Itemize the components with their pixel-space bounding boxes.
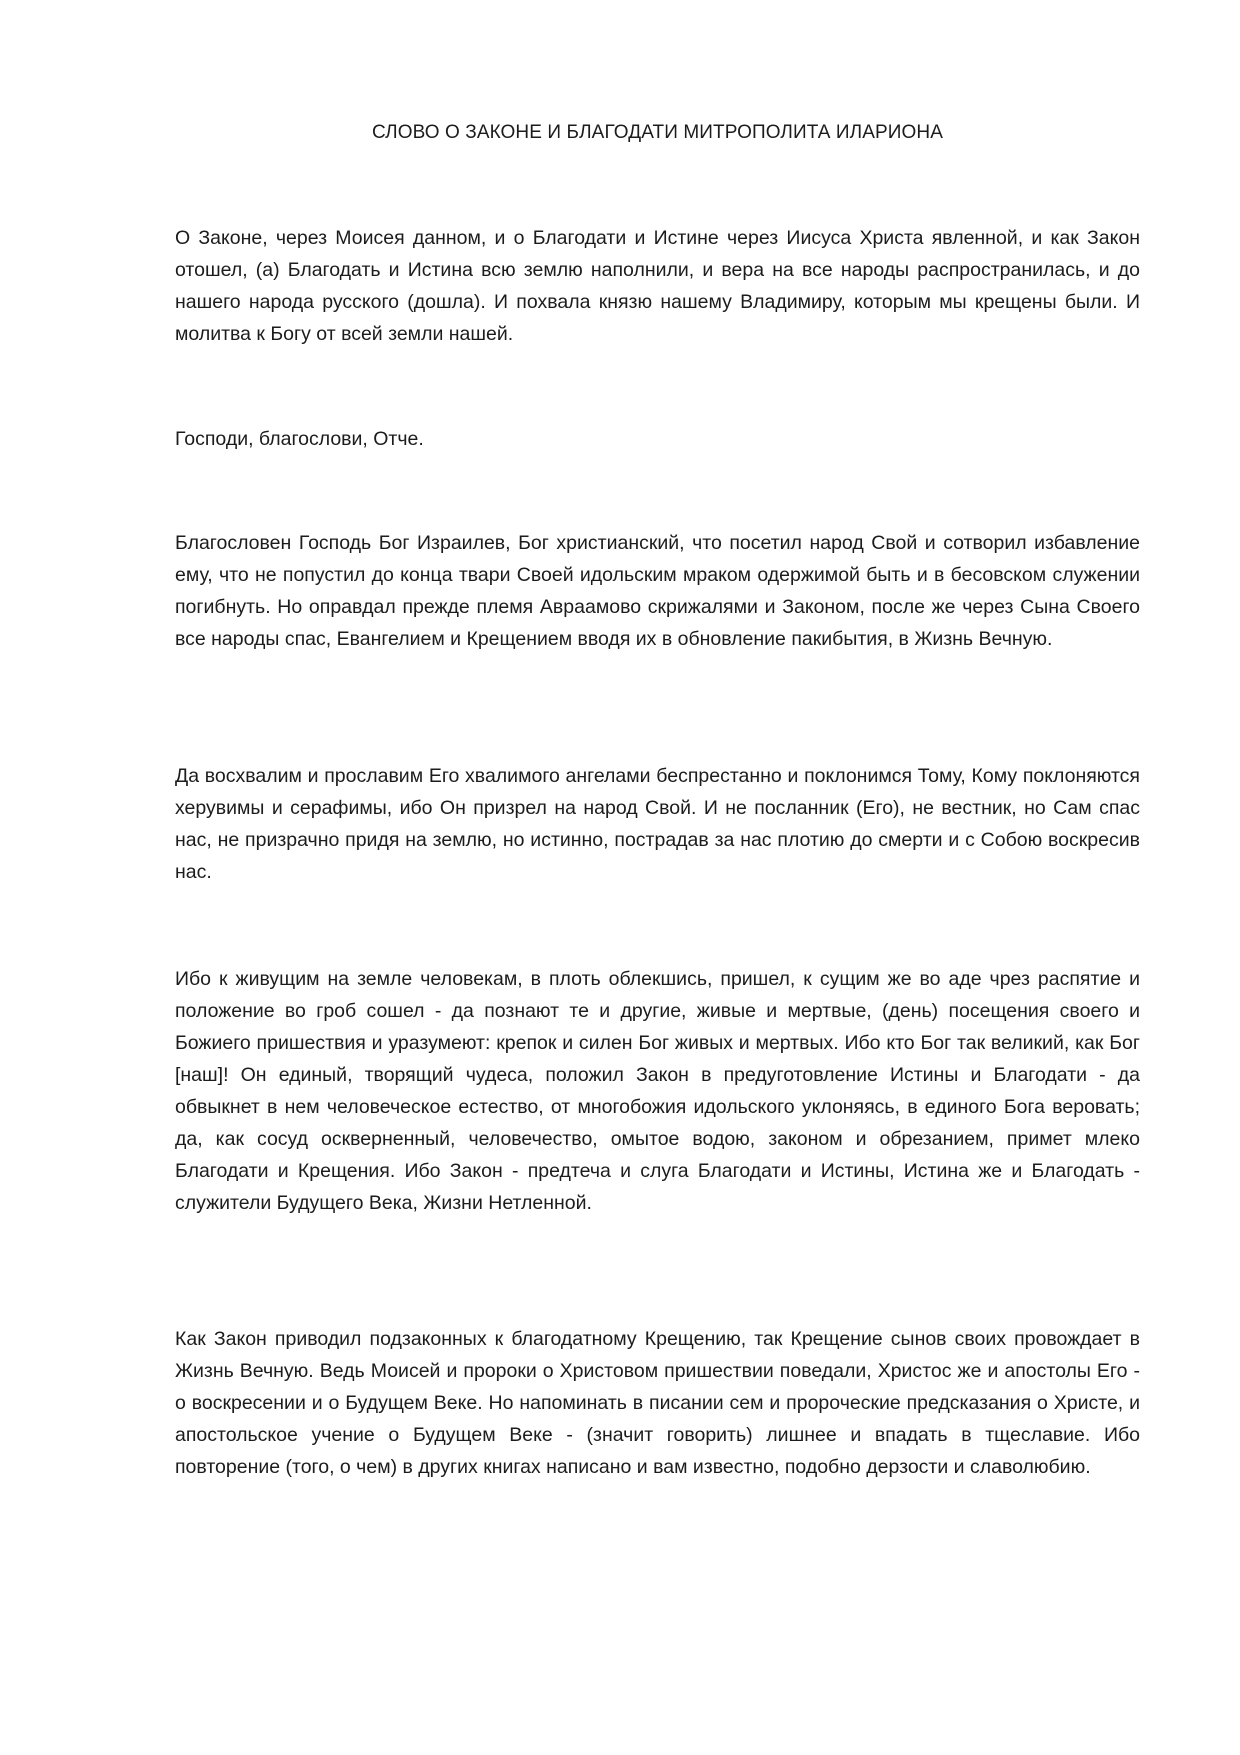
paragraph-blessing-request: Господи, благослови, Отче. xyxy=(175,428,424,450)
paragraph-preface: О Законе, через Моисея данном, и о Благодати и Истине через Иисуса Христа явленной, и как Закон отошел, (а) Благодать и Истина всю землю наполнили, и вера на все народы распространилась, и до нашего народа русского (дошла). И похвала князю нашему Владимиру, которым мы крещены были. И молитва к Богу от всей земли нашей. xyxy=(175,227,1140,345)
document-title: СЛОВО О ЗАКОНЕ И БЛАГОДАТИ МИТРОПОЛИТА ИЛАРИОНА xyxy=(371,122,944,143)
paragraph-law-and-baptism: Как Закон приводил подзаконных к благодатному Крещению, так Крещение сынов своих провождает в Жизнь Вечную. Ведь Моисей и пророки о Христовом пришествии поведали, Христос же и апостолы Его - о воскресении и о Будущем Веке. Но напоминать в писании сем и пророческие предсказания о Христе, и апостольское учение о Будущем Веке - (значит говорить) лишнее и впадать в тщеславие. Ибо повторение (того, о чем) в других книгах написано и вам известно, подобно дерзости и славолюбию. xyxy=(175,1328,1140,1478)
paragraph-incarnation: Ибо к живущим на земле человекам, в плоть облекшись, пришел, к сущим же во аде чрез распятие и положение во гроб сошел - да познают те и другие, живые и мертвые, (день) посещения своего и Божиего пришествия и уразумеют: крепок и силен Бог живых и мертвых. Ибо кто Бог так великий, как Бог [наш]! Он единый, творящий чудеса, положил Закон в предуготовление Истины и Благодати - да обвыкнет в нем человеческое естество, от многобожия идольского уклоняясь, в единого Бога веровать; да, как сосуд оскверненный, человечество, омытое водою, законом и обрезанием, примет млеко Благодати и Крещения. Ибо Закон - предтеча и слуга Благодати и Истины, Истина же и Благодать - служители Будущего Века, Жизни Нетленной. xyxy=(175,968,1140,1214)
paragraph-praise: Да восхвалим и прославим Его хвалимого ангелами беспрестанно и поклонимся Тому, Кому поклоняются херувимы и серафимы, ибо Он призрел на народ Свой. И не посланник (Его), не вестник, но Сам спас нас, не призрачно придя на землю, но истинно, пострадав за нас плотию до смерти и с Собою воскресив нас. xyxy=(175,765,1140,883)
paragraph-blessed-lord: Благословен Господь Бог Израилев, Бог христианский, что посетил народ Свой и сотворил избавление ему, что не попустил до конца твари Своей идольским мраком одержимой быть и в бесовском служении погибнуть. Но оправдал прежде племя Авраамово скрижалями и Законом, после же через Сына Своего все народы спас, Евангелием и Крещением вводя их в обновление пакибытия, в Жизнь Вечную. xyxy=(175,532,1140,650)
